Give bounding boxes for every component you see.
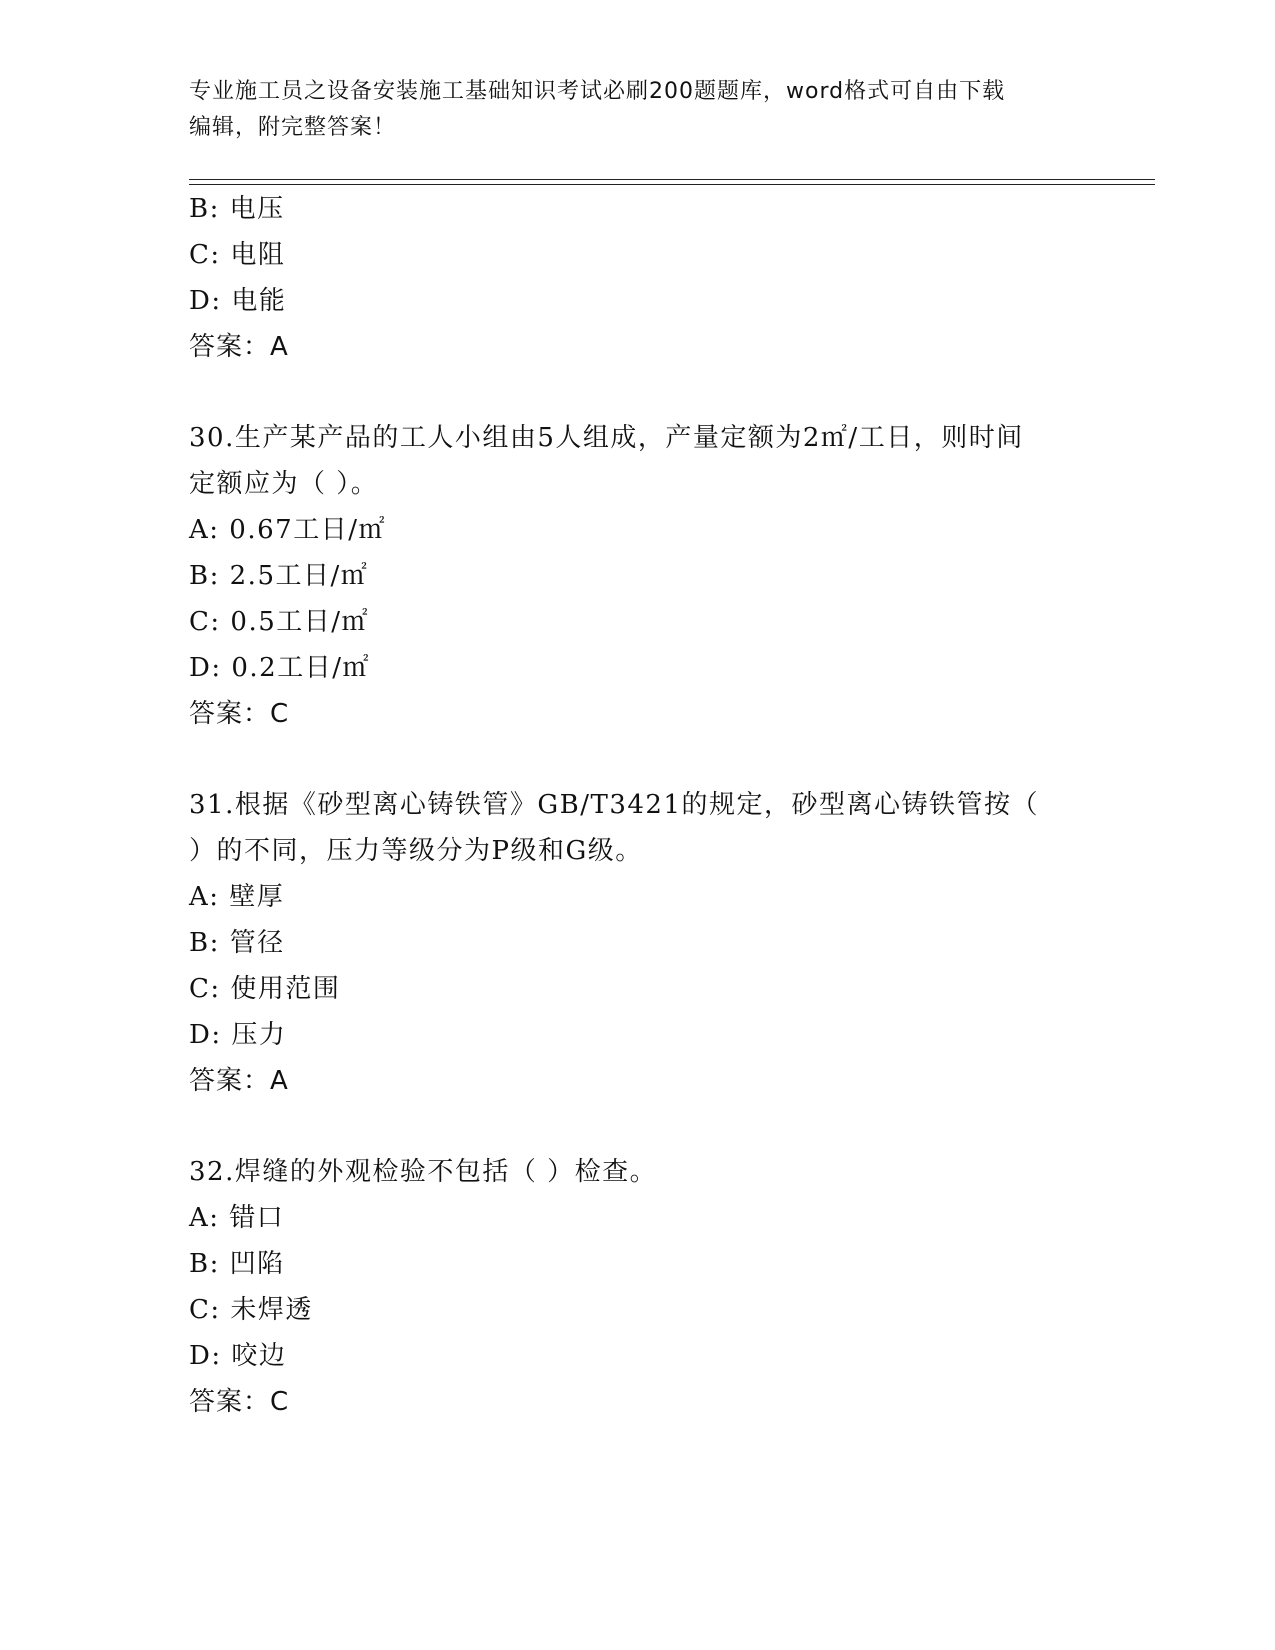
answer-line: 答案：C xyxy=(189,699,290,729)
option-b: B: 凹陷 xyxy=(189,1249,285,1279)
question-content xyxy=(189,186,1089,1425)
question-stem-line: 定额应为（ ）。 xyxy=(189,469,379,499)
option-b: B: 电压 xyxy=(189,194,285,224)
option-d: D: 电能 xyxy=(189,286,287,316)
question-stem-line: 30.生产某产品的工人小组由5人组成，产量定额为2㎡/工日，则时间 xyxy=(189,423,1024,453)
option-c: C: 未焊透 xyxy=(189,1295,313,1325)
option-c: C: 电阻 xyxy=(189,240,286,270)
option-a: A: 错口 xyxy=(189,1203,285,1233)
option-c: C: 使用范围 xyxy=(189,974,341,1004)
question-31 xyxy=(189,782,1089,1104)
answer-line: 答案：A xyxy=(189,1066,289,1096)
option-c: C: 0.5工日/㎡ xyxy=(189,607,370,637)
header-divider-top xyxy=(189,179,1155,180)
header-title-line-1: 专业施工员之设备安装施工基础知识考试必刷200题题库，word格式可自由下载 xyxy=(189,79,1006,104)
header-divider-bottom xyxy=(189,184,1155,185)
option-d: D: 咬边 xyxy=(189,1341,287,1371)
continued-question xyxy=(189,186,1089,370)
option-d: D: 压力 xyxy=(189,1020,287,1050)
option-a: A: 壁厚 xyxy=(189,882,285,912)
answer-line: 答案：C xyxy=(189,1387,290,1417)
header-title-line-2: 编辑，附完整答案！ xyxy=(189,115,397,140)
answer-line: 答案：A xyxy=(189,332,289,362)
option-a: A: 0.67工日/㎡ xyxy=(189,515,386,545)
document-header xyxy=(189,74,1089,146)
option-b: B: 管径 xyxy=(189,928,285,958)
option-b: B: 2.5工日/㎡ xyxy=(189,561,369,591)
question-stem-line: 32.焊缝的外观检验不包括（ ）检查。 xyxy=(189,1157,658,1187)
question-32 xyxy=(189,1149,1089,1425)
question-30 xyxy=(189,415,1089,737)
option-d: D: 0.2工日/㎡ xyxy=(189,653,370,683)
question-stem-line: 31.根据《砂型离心铸铁管》GB/T3421的规定，砂型离心铸铁管按（ xyxy=(189,790,1039,820)
question-stem-line: ）的不同，压力等级分为P级和G级。 xyxy=(189,836,643,866)
